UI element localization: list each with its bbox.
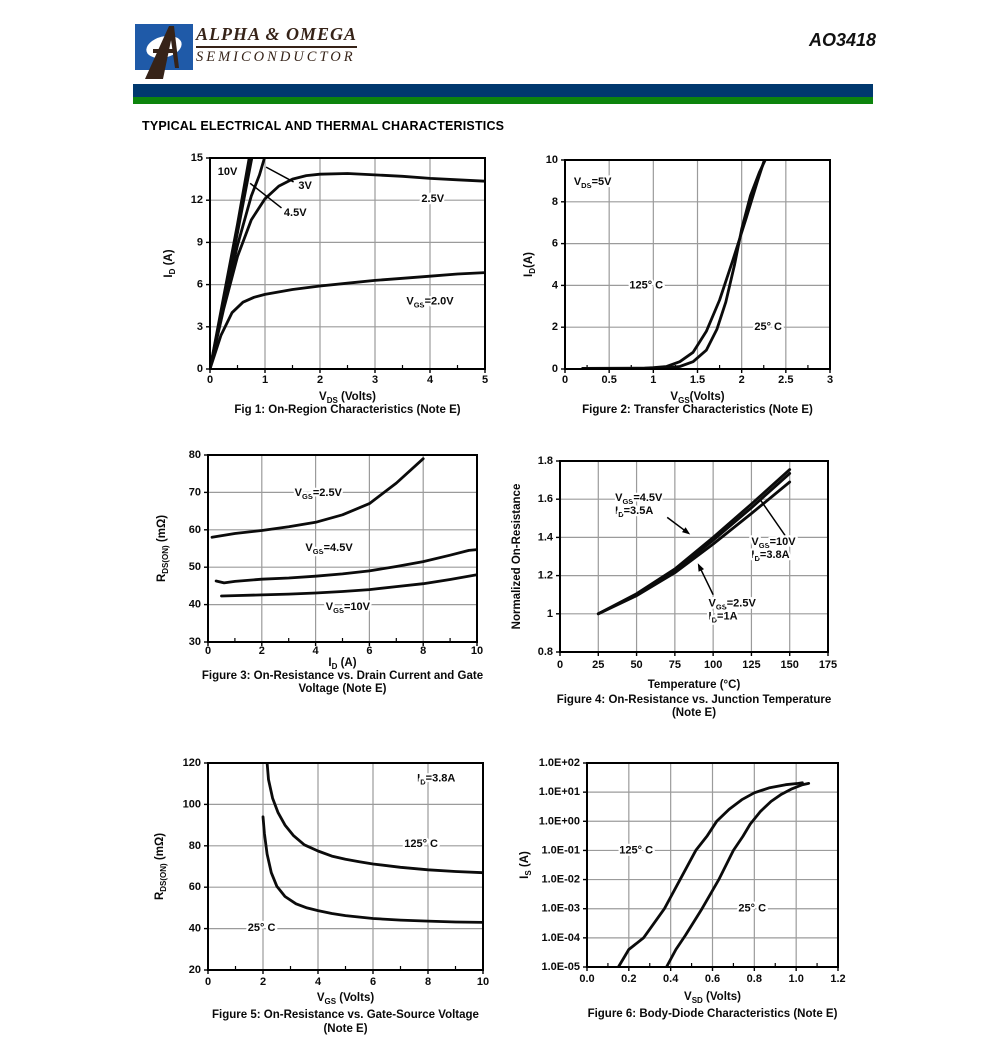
svg-text:Figure 6: Body-Diode Character: Figure 6: Body-Diode Characteristics (Note E) — [587, 1008, 838, 1020]
svg-text:IS (A): $I_S$ (A) — [519, 851, 533, 879]
svg-text:6: 6 — [196, 278, 203, 291]
figure-3-on-resistance-vs-drain-current — [140, 448, 512, 709]
fig1-chart-canvas — [140, 150, 512, 430]
svg-text:2.5V: 2.5V — [421, 192, 445, 205]
svg-text:10V: 10V — [217, 166, 238, 179]
svg-text:1.0E-05: 1.0E-05 — [541, 961, 580, 973]
svg-text:50: 50 — [188, 561, 201, 574]
svg-text:Figure 5: On-Resistance vs. Ga: Figure 5: On-Resistance vs. Gate-Source Voltage — [212, 1009, 479, 1021]
svg-text:1.8: 1.8 — [537, 455, 553, 467]
svg-text:2: 2 — [258, 645, 265, 657]
svg-text:Temperature (°C): Temperature (°C) — [647, 679, 741, 691]
svg-text:80: 80 — [188, 449, 201, 461]
svg-text:2: 2 — [316, 374, 324, 386]
svg-text:4: 4 — [314, 976, 322, 988]
figure-4-on-resistance-vs-junction-temperature — [500, 448, 885, 738]
svg-text:12: 12 — [190, 194, 203, 207]
svg-text:100: 100 — [703, 659, 723, 671]
svg-text:2: 2 — [259, 976, 267, 988]
svg-text:Figure 4: On-Resistance vs. Ju: Figure 4: On-Resistance vs. Junction Temperature — [556, 694, 832, 706]
svg-text:1: 1 — [650, 374, 657, 386]
svg-text:0: 0 — [551, 363, 558, 375]
svg-text:0: 0 — [556, 659, 564, 671]
svg-text:25: 25 — [592, 659, 605, 671]
svg-text:15: 15 — [190, 152, 203, 164]
svg-text:4.5V: 4.5V — [283, 206, 307, 219]
svg-text:40: 40 — [188, 598, 201, 611]
fig3-chart-canvas — [140, 448, 512, 704]
svg-text:(Note E): (Note E) — [671, 707, 717, 719]
fig5-chart-canvas — [140, 755, 515, 1054]
alpha-omega-logo-icon — [133, 22, 195, 80]
svg-text:VSD (Volts): $V_{SD}$ (Volts) — [684, 991, 741, 1005]
svg-text:125: 125 — [742, 659, 761, 671]
svg-text:0: 0 — [204, 645, 212, 657]
svg-text:ID=3.5A: $I_D=3.5A$ — [615, 505, 654, 519]
svg-text:1.0: 1.0 — [788, 973, 804, 985]
svg-text:3: 3 — [196, 320, 203, 333]
svg-text:80: 80 — [188, 839, 201, 852]
svg-text:8: 8 — [551, 195, 558, 208]
svg-text:ID=1A: $I_D=1A$ — [708, 610, 738, 624]
svg-text:3: 3 — [371, 374, 379, 386]
svg-text:25° C: 25° C — [247, 921, 276, 934]
svg-text:0.4: 0.4 — [663, 973, 679, 985]
svg-text:0.6: 0.6 — [704, 973, 721, 985]
svg-text:1.2: 1.2 — [537, 569, 553, 582]
svg-text:0.5: 0.5 — [601, 374, 617, 386]
svg-text:1.0E-02: 1.0E-02 — [541, 873, 580, 886]
svg-text:Voltage (Note E): Voltage (Note E) — [298, 683, 387, 695]
svg-text:4: 4 — [312, 645, 319, 657]
svg-text:ID(A): $I_D(A)$ — [523, 252, 537, 277]
svg-text:9: 9 — [196, 236, 203, 249]
svg-text:1.0E+02: 1.0E+02 — [538, 757, 580, 769]
svg-text:2: 2 — [551, 321, 558, 334]
svg-text:1.5: 1.5 — [689, 374, 706, 386]
svg-text:20: 20 — [188, 964, 201, 976]
svg-text:10: 10 — [476, 976, 490, 988]
svg-text:1.4: 1.4 — [537, 531, 553, 544]
svg-text:1.2: 1.2 — [830, 973, 846, 985]
svg-text:125° C: 125° C — [404, 838, 439, 851]
svg-text:3V: 3V — [298, 180, 312, 193]
svg-text:125° C: 125° C — [619, 844, 654, 857]
svg-text:Figure 2: Transfer Characteris: Figure 2: Transfer Characteristics (Note E) — [582, 404, 813, 416]
svg-text:VGS(Volts): $V_{GS}(Volts)$ — [670, 391, 725, 405]
figure-2-transfer-characteristics — [510, 150, 882, 435]
svg-text:6: 6 — [551, 237, 558, 250]
svg-text:5: 5 — [481, 374, 489, 386]
svg-text:VGS=2.5V: $V_{GS}=2.5V$ — [708, 597, 756, 611]
svg-text:VGS=2.5V: $V_{GS}=2.5V$ — [294, 487, 342, 501]
svg-text:175: 175 — [818, 659, 838, 671]
svg-text:30: 30 — [188, 636, 201, 648]
svg-text:ID=3.8A: $I_D=3.8A$ — [751, 549, 790, 563]
svg-text:3: 3 — [826, 374, 834, 386]
svg-text:4: 4 — [551, 279, 558, 292]
svg-text:1.0E-04: 1.0E-04 — [541, 931, 580, 944]
svg-text:70: 70 — [188, 486, 201, 499]
svg-text:VGS=10V: $V_{GS}=10V$ — [325, 601, 370, 615]
svg-text:Fig 1: On-Region Characteristi: Fig 1: On-Region Characteristics (Note E) — [234, 404, 461, 416]
svg-text:2.5: 2.5 — [778, 374, 794, 386]
svg-text:Figure 3: On-Resistance vs. Dr: Figure 3: On-Resistance vs. Drain Current and Gate — [201, 670, 484, 682]
svg-text:50: 50 — [630, 659, 643, 671]
svg-text:VGS=4.5V: $V_{GS}=4.5V$ — [615, 492, 663, 506]
svg-text:150: 150 — [780, 659, 799, 671]
svg-text:4: 4 — [426, 374, 434, 386]
svg-text:0.0: 0.0 — [579, 973, 595, 985]
svg-text:60: 60 — [188, 523, 201, 536]
header-divider-blue — [133, 84, 873, 97]
svg-text:1: 1 — [261, 374, 269, 386]
svg-text:1.0E+01: 1.0E+01 — [538, 786, 580, 799]
svg-text:1.0E-01: 1.0E-01 — [541, 844, 580, 857]
svg-text:(Note E): (Note E) — [323, 1023, 368, 1035]
svg-text:25° C: 25° C — [738, 902, 767, 915]
svg-text:120: 120 — [182, 757, 201, 769]
svg-text:1.6: 1.6 — [537, 493, 553, 506]
figure-1-on-region-characteristics — [140, 150, 512, 435]
svg-text:6: 6 — [366, 645, 373, 657]
fig6-chart-canvas — [505, 755, 890, 1031]
svg-text:ID (A): $I_D$ (A) — [163, 249, 177, 278]
fig2-chart-canvas — [510, 150, 882, 430]
part-number: AO3418 — [808, 30, 876, 50]
svg-text:1.0E+00: 1.0E+00 — [538, 815, 580, 828]
svg-text:1.0E-03: 1.0E-03 — [541, 902, 580, 915]
svg-text:Normalized On-Resistance: Normalized On-Resistance — [511, 483, 523, 630]
svg-text:RDS(ON) (mΩ): $R_{DS(ON)}$ (mΩ) — [156, 514, 170, 583]
svg-text:2: 2 — [738, 374, 745, 386]
section-title: TYPICAL ELECTRICAL AND THERMAL CHARACTERISTICS — [142, 119, 505, 133]
svg-text:8: 8 — [424, 976, 432, 988]
svg-text:VGS=2.0V: $V_{GS}=2.0V$ — [406, 295, 454, 309]
svg-text:ID=3.8A: $I_D=3.8A$ — [417, 772, 456, 787]
svg-text:6: 6 — [369, 976, 377, 988]
brand-name: ALPHA & OMEGA — [196, 24, 357, 48]
fig4-chart-canvas — [500, 448, 885, 733]
svg-text:0: 0 — [196, 363, 203, 375]
figure-6-body-diode-characteristics — [505, 755, 890, 1036]
svg-text:100: 100 — [182, 798, 201, 811]
svg-text:8: 8 — [420, 645, 427, 657]
svg-text:VDS (Volts): $V_{DS}$ (Volts) — [319, 391, 376, 405]
svg-text:0.8: 0.8 — [746, 973, 762, 985]
svg-text:0.2: 0.2 — [621, 973, 637, 985]
svg-text:0: 0 — [204, 976, 212, 988]
svg-text:0.8: 0.8 — [537, 646, 553, 658]
svg-text:0: 0 — [206, 374, 214, 386]
svg-text:75: 75 — [668, 659, 681, 671]
figure-5-on-resistance-vs-gate-source-voltage — [140, 755, 515, 1059]
svg-text:40: 40 — [188, 922, 201, 935]
svg-text:0: 0 — [561, 374, 569, 386]
brand-block — [196, 24, 357, 66]
svg-text:10: 10 — [470, 645, 484, 657]
header-divider-green — [133, 97, 873, 104]
svg-text:125° C: 125° C — [629, 279, 664, 292]
brand-subtitle: SEMICONDUCTOR — [196, 49, 356, 65]
svg-text:VGS (Volts): $V_{GS}$ (Volts) — [316, 992, 375, 1006]
svg-text:VGS=10V: $V_{GS}=10V$ — [751, 536, 796, 550]
svg-text:60: 60 — [188, 881, 201, 894]
svg-text:VGS=4.5V: $V_{GS}=4.5V$ — [305, 541, 353, 556]
svg-text:VDS=5V: $V_{DS}=5V$ — [573, 175, 612, 190]
svg-text:ID (A): $I_D$ (A) — [328, 657, 357, 671]
svg-text:1: 1 — [546, 607, 553, 620]
svg-text:RDS(ON) (mΩ): $R_{DS(ON)}$ (mΩ) — [154, 832, 168, 901]
svg-text:25° C: 25° C — [754, 321, 782, 334]
svg-text:10: 10 — [545, 154, 558, 166]
